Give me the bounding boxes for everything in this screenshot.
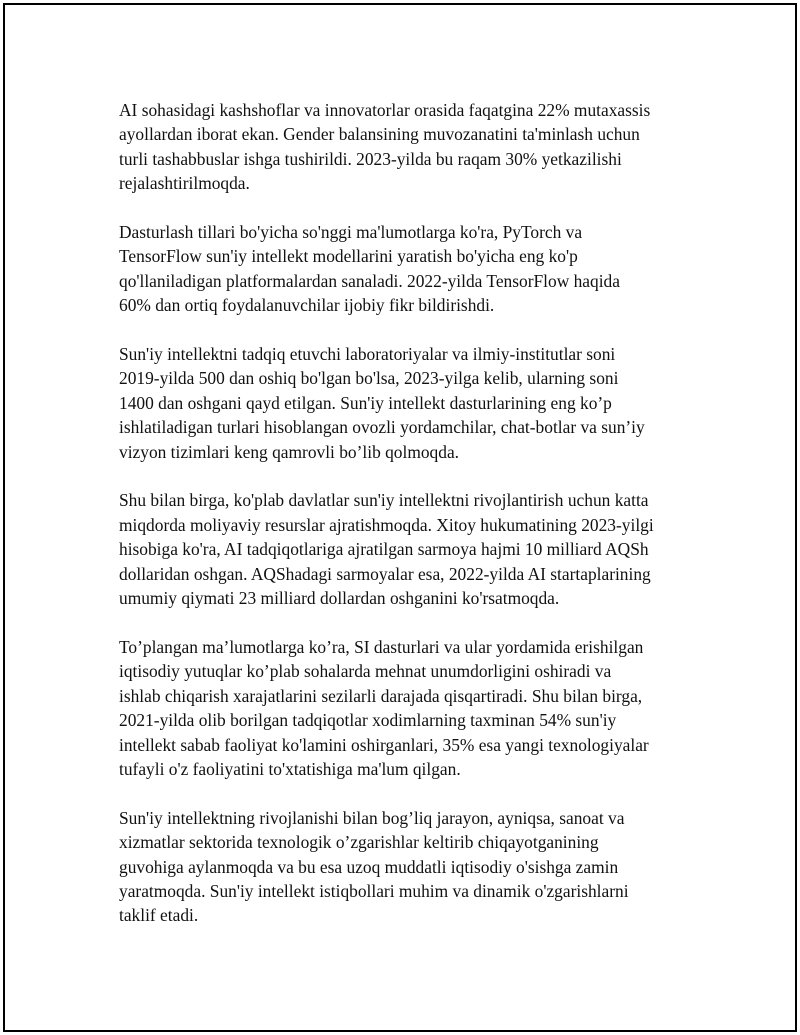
paragraph-3 — [119, 342, 699, 464]
text-line: 60% dan ortiq foydalanuvchilar ijobiy fikr bildirishdi. — [119, 295, 495, 316]
paragraph-4 — [119, 488, 699, 610]
paragraph-6 — [119, 806, 699, 928]
paragraph-2 — [119, 220, 699, 318]
text-line: Sun'iy intellektni tadqiq etuvchi laboratoriyalar va ilmiy-institutlar soni — [119, 344, 616, 365]
text-line: iqtisodiy yutuqlar ko’plab sohalarda mehnat unumdorligini oshiradi va — [119, 661, 612, 682]
text-line: 2019-yilda 500 dan oshiq bo'lgan bo'lsa, 2023-yilga kelib, ularning soni — [119, 368, 619, 389]
text-line: ishlab chiqarish xarajatlarini sezilarli darajada qisqartiradi. Shu bilan birga, — [119, 685, 643, 706]
document-body — [119, 98, 699, 952]
page-frame — [3, 3, 797, 1032]
text-line: qo'llaniladigan platformalardan sanaladi. 2022-yilda TensorFlow haqida — [119, 270, 620, 291]
paragraph-5 — [119, 635, 699, 781]
text-line: vizyon tizimlari keng qamrovli bo’lib qolmoqda. — [119, 441, 460, 462]
text-line: dollaridan oshgan. AQShadagi sarmoyalar esa, 2022-yilda AI startaplarining — [119, 563, 651, 584]
text-line: Sun'iy intellektning rivojlanishi bilan bog’liq jarayon, ayniqsa, sanoat va — [119, 807, 625, 828]
text-line: hisobiga ko'ra, AI tadqiqotlariga ajratilgan sarmoya hajmi 10 milliard AQSh — [119, 539, 649, 560]
text-line: tufayli o'z faoliyatini to'xtatishiga ma'lum qilgan. — [119, 758, 461, 779]
text-line: umumiy qiymati 23 milliard dollardan oshganini ko'rsatmoqda. — [119, 588, 560, 609]
text-line: TensorFlow sun'iy intellekt modellarini yaratish bo'yicha eng ko'p — [119, 246, 578, 267]
text-line: xizmatlar sektorida texnologik o’zgarishlar keltirib chiqayotganining — [119, 832, 599, 853]
text-line: intellekt sabab faoliyat ko'lamini oshirganlari, 35% esa yangi texnologiyalar — [119, 734, 649, 755]
text-line: To’plangan ma’lumotlarga ko’ra, SI dasturlari va ular yordamida erishilgan — [119, 636, 644, 657]
paragraph-1 — [119, 98, 699, 196]
text-line: Dasturlash tillari bo'yicha so'nggi ma'lumotlarga ko'ra, PyTorch va — [119, 222, 583, 243]
text-line: guvohiga aylanmoqda va bu esa uzoq muddatli iqtisodiy o'sishga zamin — [119, 856, 619, 877]
text-line: ayollardan iborat ekan. Gender balansining muvozanatini ta'minlash uchun — [119, 124, 640, 145]
text-line: yaratmoqda. Sun'iy intellekt istiqbollari muhim va dinamik o'zgarishlarni — [119, 880, 629, 901]
text-line: miqdorda moliyaviy resurslar ajratishmoqda. Xitoy hukumatining 2023-yilgi — [119, 514, 654, 535]
text-line: 2021-yilda olib borilgan tadqiqotlar xodimlarning taxminan 54% sun'iy — [119, 710, 617, 731]
text-line: turli tashabbuslar ishga tushirildi. 2023-yilda bu raqam 30% yetkazilishi — [119, 148, 622, 169]
text-line: ishlatiladigan turlari hisoblangan ovozli yordamchilar, chat-botlar va sun’iy — [119, 417, 645, 438]
text-line: Shu bilan birga, ko'plab davlatlar sun'iy intellektni rivojlantirish uchun katta — [119, 490, 649, 511]
text-line: rejalashtirilmoqda. — [119, 173, 250, 194]
text-line: AI sohasidagi kashshoflar va innovatorlar orasida faqatgina 22% mutaxassis — [119, 100, 651, 120]
text-line: taklif etadi. — [119, 905, 199, 926]
text-line: 1400 dan oshgani qayd etilgan. Sun'iy intellekt dasturlarining eng ko’p — [119, 392, 612, 413]
